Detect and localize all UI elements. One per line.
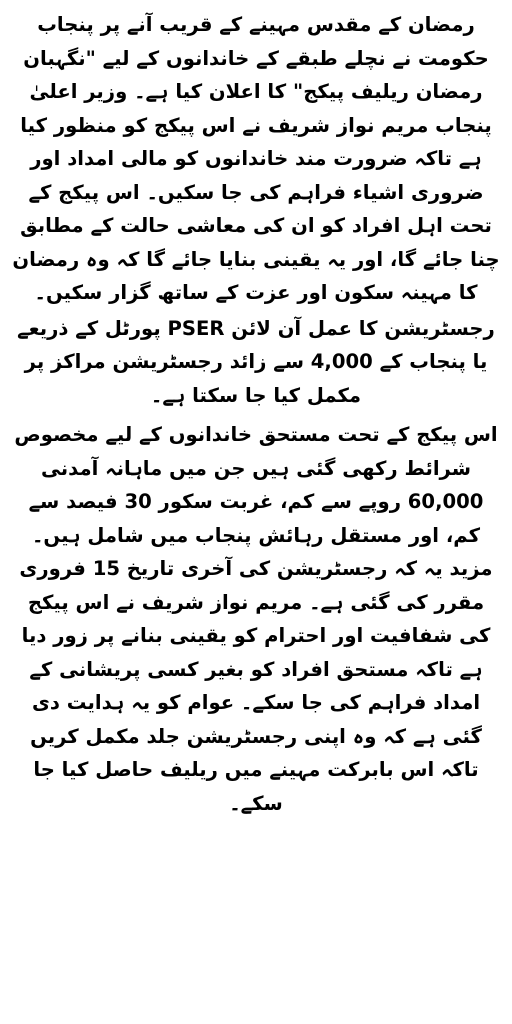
article-body bbox=[10, 8, 502, 820]
paragraph-eligibility-criteria: اس پیکج کے تحت مستحق خاندانوں کے لیے مخصوص شرائط رکھی گئی ہیں جن میں ماہانہ آمدنی 60,000 روپے سے کم، غربت سکور 30 فیصد سے کم، اور مستقل رہائش پنجاب میں شامل ہیں۔ bbox=[14, 423, 498, 547]
paragraph-deadline-and-guidance: مزید یہ کہ رجسٹریشن کی آخری تاریخ 15 فروری مقرر کی گئی ہے۔ مریم نواز شریف نے اس پیکج کی شفافیت اور احترام کو یقینی بنانے پر زور دیا ہے تاکہ مستحق افراد کو بغیر کسی پریشانی کے امداد فراہم کی جا سکے۔ عوام کو یہ ہدایت دی گئی ہے کہ وہ اپنی رجسٹریشن جلد مکمل کریں تاکہ اس بابرکت مہینے میں ریلیف حاصل کیا جا سکے۔ bbox=[19, 557, 493, 815]
paragraph-registration-method: رجسٹریشن کا عمل آن لائن PSER پورٹل کے ذریعے یا پنجاب کے 4,000 سے زائد رجسٹریشن مراکز پر مکمل کیا جا سکتا ہے۔ bbox=[17, 316, 495, 407]
paragraph-package-announcement: رمضان کے مقدس مہینے کے قریب آنے پر پنجاب حکومت نے نچلے طبقے کے خاندانوں کے لیے "نگہبان رمضان ریلیف پیکج" کا اعلان کیا ہے۔ وزیر اعلیٰ پنجاب مریم نواز شریف نے اس پیکج کو منظور کیا ہے تاکہ ضرورت مند خاندانوں کو مالی امداد اور ضروری اشیاء فراہم کی جا سکیں۔ اس پیکج کے تحت اہل افراد کو ان کی معاشی حالت کے مطابق چنا جائے گا، اور یہ یقینی بنایا جائے گا کہ وہ رمضان کا مہینہ سکون اور عزت کے ساتھ گزار سکیں۔ bbox=[12, 13, 500, 304]
